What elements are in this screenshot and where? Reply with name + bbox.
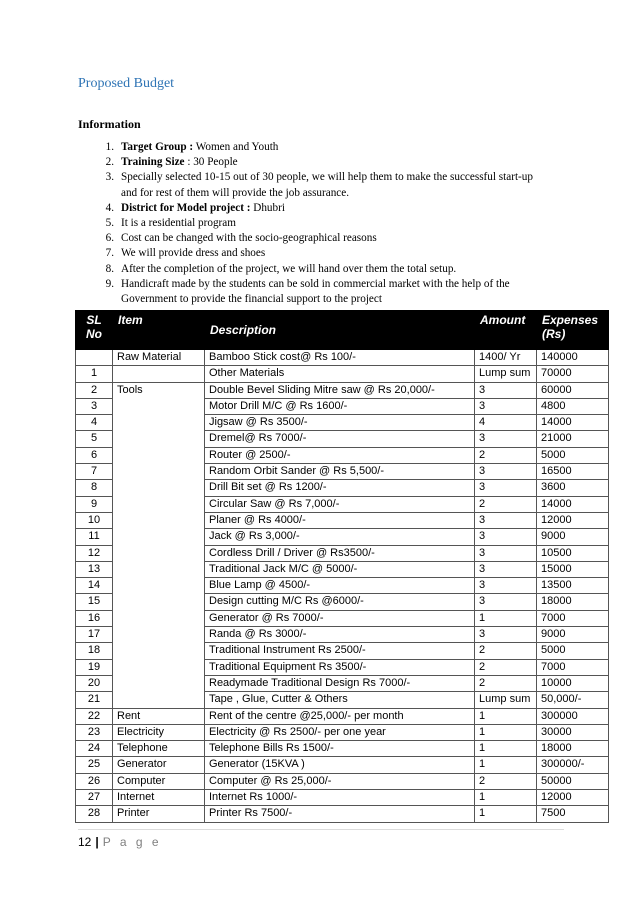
table-row <box>76 708 609 724</box>
cell-expenses: 9000 <box>537 627 609 643</box>
info-item-number: 8. <box>105 262 114 275</box>
cell-sl: 9 <box>76 496 113 512</box>
info-item <box>78 262 548 277</box>
info-item-label: Target Group : <box>121 141 194 153</box>
info-item-number: 1. <box>105 141 114 153</box>
info-item <box>78 277 548 307</box>
cell-amount: 1 <box>475 741 537 757</box>
cell-amount: 3 <box>475 398 537 414</box>
table-row <box>76 790 609 806</box>
cell-expenses: 50000 <box>537 773 609 789</box>
cell-expenses: 5000 <box>537 447 609 463</box>
cell-description: Dremel@ Rs 7000/- <box>205 431 475 447</box>
cell-description: Motor Drill M/C @ Rs 1600/- <box>205 398 475 414</box>
cell-amount: 3 <box>475 480 537 496</box>
cell-amount: 3 <box>475 545 537 561</box>
cell-amount: 2 <box>475 773 537 789</box>
cell-expenses: 10000 <box>537 675 609 691</box>
cell-amount: 3 <box>475 464 537 480</box>
cell-description: Cordless Drill / Driver @ Rs3500/- <box>205 545 475 561</box>
cell-description: Randa @ Rs 3000/- <box>205 627 475 643</box>
info-item <box>78 201 548 216</box>
cell-description: Drill Bit set @ Rs 1200/- <box>205 480 475 496</box>
footer-divider <box>78 829 564 830</box>
cell-sl: 7 <box>76 464 113 480</box>
cell-sl: 27 <box>76 790 113 806</box>
budget-table <box>75 310 609 823</box>
cell-amount: 3 <box>475 627 537 643</box>
info-item-number: 9. <box>105 277 114 290</box>
cell-sl: 28 <box>76 806 113 822</box>
cell-description: Printer Rs 7500/- <box>205 806 475 822</box>
table-row <box>76 350 609 366</box>
cell-expenses: 30000 <box>537 724 609 740</box>
header-item: Item <box>113 311 205 350</box>
cell-expenses: 14000 <box>537 415 609 431</box>
cell-item-tools: Tools <box>113 382 205 708</box>
cell-expenses: 16500 <box>537 464 609 480</box>
cell-sl: 21 <box>76 692 113 708</box>
info-item-body: Dhubri <box>250 201 285 214</box>
cell-amount: 3 <box>475 431 537 447</box>
cell-description: Generator (15KVA ) <box>205 757 475 773</box>
header-description: Description <box>205 311 475 350</box>
cell-description: Blue Lamp @ 4500/- <box>205 578 475 594</box>
table-row <box>76 806 609 822</box>
cell-expenses: 60000 <box>537 382 609 398</box>
info-item <box>78 216 548 231</box>
cell-expenses: 50,000/- <box>537 692 609 708</box>
cell-sl: 5 <box>76 431 113 447</box>
cell-amount: 3 <box>475 561 537 577</box>
cell-description: Traditional Jack M/C @ 5000/- <box>205 561 475 577</box>
cell-expenses: 18000 <box>537 741 609 757</box>
table-row <box>76 382 609 398</box>
cell-expenses: 300000 <box>537 708 609 724</box>
cell-amount: 3 <box>475 382 537 398</box>
info-item-text <box>121 262 548 277</box>
cell-amount: 1 <box>475 724 537 740</box>
cell-sl: 18 <box>76 643 113 659</box>
cell-expenses: 10500 <box>537 545 609 561</box>
info-item-text <box>121 201 548 216</box>
cell-description: Readymade Traditional Design Rs 7000/- <box>205 675 475 691</box>
cell-amount: 4 <box>475 415 537 431</box>
cell-description: Other Materials <box>205 366 475 382</box>
table-row <box>76 366 609 382</box>
cell-item: Telephone <box>113 741 205 757</box>
cell-description: Circular Saw @ Rs 7,000/- <box>205 496 475 512</box>
cell-item: Internet <box>113 790 205 806</box>
cell-expenses: 14000 <box>537 496 609 512</box>
cell-sl: 24 <box>76 741 113 757</box>
cell-description: Bamboo Stick cost@ Rs 100/- <box>205 350 475 366</box>
cell-expenses: 12000 <box>537 512 609 528</box>
cell-description: Traditional Equipment Rs 3500/- <box>205 659 475 675</box>
info-item-text <box>121 155 548 170</box>
info-item-text <box>121 216 548 231</box>
cell-expenses: 7000 <box>537 610 609 626</box>
cell-expenses: 70000 <box>537 366 609 382</box>
cell-amount: 1 <box>475 806 537 822</box>
cell-expenses: 7000 <box>537 659 609 675</box>
cell-item: Electricity <box>113 724 205 740</box>
cell-amount: 1 <box>475 610 537 626</box>
cell-sl: 19 <box>76 659 113 675</box>
cell-item: Rent <box>113 708 205 724</box>
info-item-label: Training Size <box>121 156 185 169</box>
cell-sl: 12 <box>76 545 113 561</box>
cell-description: Jack @ Rs 3,000/- <box>205 529 475 545</box>
cell-item: Generator <box>113 757 205 773</box>
cell-description: Design cutting M/C Rs @6000/- <box>205 594 475 610</box>
cell-description: Telephone Bills Rs 1500/- <box>205 741 475 757</box>
table-header-row <box>76 311 609 350</box>
cell-sl: 17 <box>76 627 113 643</box>
info-item-body: It is a residential program <box>121 217 236 230</box>
header-amount: Amount <box>475 311 537 350</box>
cell-description: Double Bevel Sliding Mitre saw @ Rs 20,000/- <box>205 382 475 398</box>
info-item-body: Women and Youth <box>193 141 279 153</box>
cell-item <box>113 366 205 382</box>
cell-sl: 4 <box>76 415 113 431</box>
cell-item: Printer <box>113 806 205 822</box>
cell-sl <box>76 350 113 366</box>
cell-description: Electricity @ Rs 2500/- per one year <box>205 724 475 740</box>
page-footer <box>78 835 162 849</box>
cell-amount: 2 <box>475 643 537 659</box>
cell-description: Computer @ Rs 25,000/- <box>205 773 475 789</box>
cell-amount: 3 <box>475 512 537 528</box>
cell-amount: Lump sum <box>475 366 537 382</box>
info-item-text <box>121 277 548 307</box>
cell-sl: 23 <box>76 724 113 740</box>
cell-amount: 1400/ Yr <box>475 350 537 366</box>
cell-description: Jigsaw @ Rs 3500/- <box>205 415 475 431</box>
cell-sl: 26 <box>76 773 113 789</box>
cell-sl: 3 <box>76 398 113 414</box>
table-row <box>76 741 609 757</box>
cell-expenses: 5000 <box>537 643 609 659</box>
page-number: 12 <box>78 835 92 849</box>
cell-amount: 3 <box>475 529 537 545</box>
cell-sl: 20 <box>76 675 113 691</box>
cell-sl: 14 <box>76 578 113 594</box>
info-item-text <box>121 231 548 246</box>
info-item-number: 2. <box>105 156 114 169</box>
info-item-body: Handicraft made by the students can be sold in commercial market with the help of the Government to provide the financial support to the project <box>121 277 510 306</box>
table-row <box>76 757 609 773</box>
cell-expenses: 7500 <box>537 806 609 822</box>
cell-amount: 1 <box>475 708 537 724</box>
info-item-text <box>121 170 548 200</box>
info-item-body: Cost can be changed with the socio-geographical reasons <box>121 232 377 245</box>
info-item-body: After the completion of the project, we will hand over them the total setup. <box>121 262 457 275</box>
info-item <box>78 170 548 200</box>
header-sl: SL No <box>76 311 113 350</box>
info-item-number: 6. <box>105 232 114 245</box>
cell-sl: 2 <box>76 382 113 398</box>
cell-amount: 2 <box>475 659 537 675</box>
cell-description: Planer @ Rs 4000/- <box>205 512 475 528</box>
cell-sl: 1 <box>76 366 113 382</box>
cell-item: Raw Material <box>113 350 205 366</box>
cell-sl: 6 <box>76 447 113 463</box>
cell-sl: 13 <box>76 561 113 577</box>
cell-expenses: 140000 <box>537 350 609 366</box>
section-heading: Proposed Budget <box>78 76 175 91</box>
cell-sl: 22 <box>76 708 113 724</box>
cell-amount: 1 <box>475 790 537 806</box>
cell-description: Random Orbit Sander @ Rs 5,500/- <box>205 464 475 480</box>
cell-expenses: 13500 <box>537 578 609 594</box>
info-item-text <box>121 140 548 155</box>
header-expenses: Expenses (Rs) <box>537 311 609 350</box>
info-item-body: We will provide dress and shoes <box>121 247 266 260</box>
cell-expenses: 18000 <box>537 594 609 610</box>
info-item-number: 5. <box>105 217 114 230</box>
cell-description: Router @ 2500/- <box>205 447 475 463</box>
footer-separator: | <box>95 835 99 849</box>
info-title: Information <box>78 117 141 131</box>
cell-sl: 25 <box>76 757 113 773</box>
cell-amount: 2 <box>475 675 537 691</box>
cell-amount: 3 <box>475 594 537 610</box>
table-row <box>76 724 609 740</box>
info-item-body: Specially selected 10-15 out of 30 people, we will help them to make the successful start-up and for rest of them will provide the job assurance. <box>121 171 533 199</box>
cell-expenses: 3600 <box>537 480 609 496</box>
info-item-text <box>121 246 548 261</box>
cell-sl: 10 <box>76 512 113 528</box>
cell-sl: 15 <box>76 594 113 610</box>
info-item <box>78 155 548 170</box>
info-item-body: : 30 People <box>184 156 238 169</box>
cell-expenses: 21000 <box>537 431 609 447</box>
info-item-number: 7. <box>105 247 114 260</box>
cell-expenses: 4800 <box>537 398 609 414</box>
cell-item: Computer <box>113 773 205 789</box>
cell-expenses: 300000/- <box>537 757 609 773</box>
page-word: P a g e <box>102 835 162 849</box>
cell-description: Internet Rs 1000/- <box>205 790 475 806</box>
cell-sl: 16 <box>76 610 113 626</box>
table-row <box>76 773 609 789</box>
cell-description: Rent of the centre @25,000/- per month <box>205 708 475 724</box>
info-item <box>78 140 548 155</box>
cell-expenses: 9000 <box>537 529 609 545</box>
cell-description: Generator @ Rs 7000/- <box>205 610 475 626</box>
info-list <box>78 140 548 307</box>
cell-amount: 2 <box>475 447 537 463</box>
cell-amount: 1 <box>475 757 537 773</box>
info-item <box>78 246 548 261</box>
cell-sl: 8 <box>76 480 113 496</box>
cell-amount: 3 <box>475 578 537 594</box>
cell-sl: 11 <box>76 529 113 545</box>
cell-expenses: 15000 <box>537 561 609 577</box>
cell-description: Tape , Glue, Cutter & Others <box>205 692 475 708</box>
cell-description: Traditional Instrument Rs 2500/- <box>205 643 475 659</box>
info-item-number: 3. <box>105 171 114 184</box>
cell-expenses: 12000 <box>537 790 609 806</box>
info-item-number: 4. <box>105 201 114 214</box>
cell-amount: Lump sum <box>475 692 537 708</box>
info-item-label: District for Model project : <box>121 201 251 214</box>
cell-amount: 2 <box>475 496 537 512</box>
info-item <box>78 231 548 246</box>
